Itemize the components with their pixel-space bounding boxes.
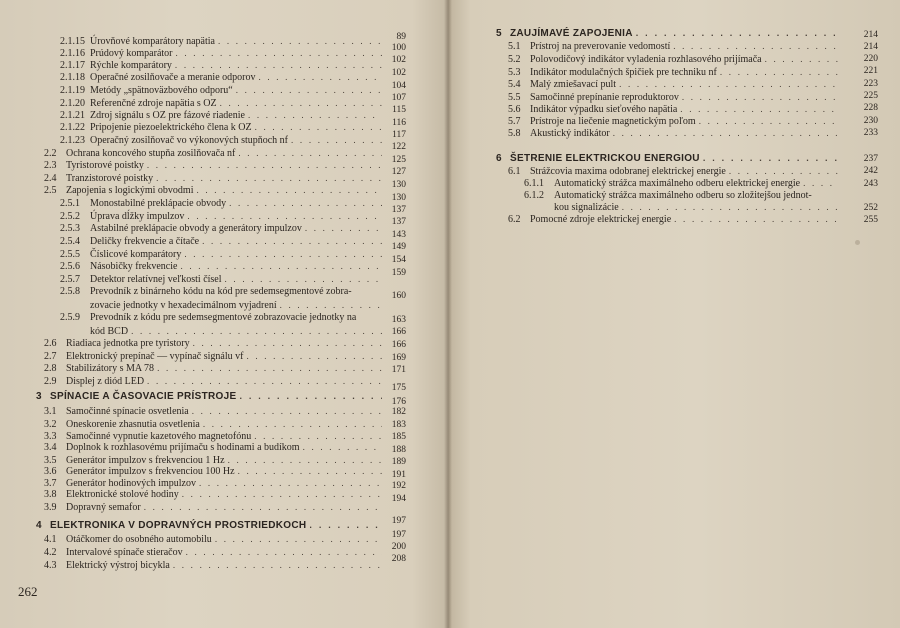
- toc-entry: [44, 488, 385, 500]
- toc-entry-number: 3.7: [44, 478, 57, 489]
- toc-page-number: 183: [391, 420, 406, 430]
- toc-entry-title: Prevodník z binárneho kódu na kód pre sedemsegmentové zobra-: [90, 286, 352, 297]
- toc-leader-dots: [682, 91, 839, 103]
- toc-entry-title: Generátor hodinových impulzov: [66, 478, 196, 489]
- toc-leader-dots: [765, 53, 839, 65]
- toc-entry-title: Riadiaca jednotka pre tyristory: [66, 338, 190, 349]
- toc-entry: [44, 159, 385, 171]
- toc-entry-number: 4.2: [44, 547, 57, 558]
- toc-entry-title: Prúdový komparátor: [90, 48, 173, 59]
- toc-entry: [90, 299, 385, 311]
- toc-leader-dots: [673, 40, 839, 52]
- toc-leader-dots: [699, 115, 839, 127]
- toc-entry: [60, 312, 385, 324]
- toc-entry: [44, 405, 385, 417]
- toc-leader-dots: [196, 184, 382, 196]
- page-number: 262: [18, 584, 38, 599]
- toc-entry-title: Automatický strážca maximálneho odberu elektrickej energie: [554, 178, 801, 189]
- toc-entry-title: Automatický strážca maximálneho odberu so zložitejšou jednot-: [554, 190, 812, 201]
- toc-entry-title: ŠETRENIE ELEKTRICKOU ENERGIOU: [510, 153, 700, 164]
- toc-leader-dots: [729, 165, 839, 177]
- toc-entry-title: Oneskorenie zhasnutia osvetlenia: [66, 419, 200, 430]
- toc-entry: [44, 501, 385, 513]
- toc-entry-number: 2.5.9: [60, 312, 80, 323]
- toc-entry: [508, 127, 842, 139]
- toc-entry-number: 6.1: [508, 166, 521, 177]
- toc-entry-number: 2.1.23: [60, 135, 85, 146]
- toc-entry: [60, 248, 385, 260]
- toc-entry-number: 3.1: [44, 406, 57, 417]
- toc-entry-number: 2.1.16: [60, 48, 85, 59]
- toc-leader-dots: [680, 103, 839, 115]
- toc-page-number: 100: [391, 43, 406, 53]
- toc-entry: [36, 519, 385, 531]
- toc-leader-dots: [147, 375, 382, 387]
- toc-page-number: 143: [391, 230, 406, 240]
- toc-leader-dots: [180, 260, 382, 272]
- toc-entry: [508, 165, 842, 177]
- toc-page-number: 137: [391, 217, 406, 227]
- toc-page-number: 166: [391, 327, 406, 337]
- toc-entry-number: 3.4: [44, 442, 57, 453]
- toc-entry-title: Elektronický prepínač — vypínač signálu vf: [66, 351, 244, 362]
- toc-entry-number: 2.5.2: [60, 211, 80, 222]
- toc-leader-dots: [720, 66, 839, 78]
- toc-entry-title: Úrovňové komparátory napätia: [90, 36, 215, 47]
- toc-entry-title: Pomocné zdroje elektrickej energie: [530, 214, 672, 225]
- toc-leader-dots: [157, 362, 382, 374]
- toc-entry: [44, 184, 385, 196]
- toc-entry-title: Polovodičový indikátor vyladenia rozhlasového prijímača: [530, 54, 762, 65]
- toc-page-number: 255: [863, 215, 878, 225]
- toc-entry-title: zovacie jednotky v hexadecimálnom vyjadrení: [90, 300, 277, 311]
- toc-entry-number: 3.5: [44, 455, 57, 466]
- toc-entry-number: 5.4: [508, 79, 521, 90]
- toc-entry: [60, 121, 385, 133]
- toc-leader-dots: [192, 405, 382, 417]
- toc-page-number: 130: [391, 193, 406, 203]
- toc-leader-dots: [229, 197, 382, 209]
- toc-page-number: 214: [863, 30, 878, 40]
- toc-leader-dots: [255, 121, 382, 133]
- toc-entry: [44, 362, 385, 374]
- toc-entry-number: 6: [496, 153, 502, 164]
- toc-entry: [44, 465, 385, 477]
- toc-entry: [496, 152, 842, 164]
- toc-entry: [60, 47, 385, 59]
- toc-entry-number: 2.2: [44, 148, 57, 159]
- toc-entry-number: 3.2: [44, 419, 57, 430]
- toc-entry-number: 6.1.2: [524, 190, 544, 201]
- toc-entry-number: 2.5.7: [60, 274, 80, 285]
- toc-entry-title: Referenčné zdroje napätia s OZ: [90, 98, 217, 109]
- right-page: [448, 0, 900, 628]
- toc-page-number: 192: [391, 481, 406, 491]
- toc-entry: [60, 84, 385, 96]
- toc-entry: [554, 201, 842, 213]
- toc-entry-title: Dopravný semafor: [66, 502, 141, 513]
- toc-entry-number: 2.5.3: [60, 223, 80, 234]
- toc-entry-number: 4.1: [44, 534, 57, 545]
- toc-page-number: 137: [391, 205, 406, 215]
- toc-entry-number: 6.2: [508, 214, 521, 225]
- toc-entry-title: Doplnok k rozhlasovému prijímaču s hodinami a budíkom: [66, 442, 300, 453]
- toc-entry-title: Generátor impulzov s frekvenciou 1 Hz: [66, 455, 225, 466]
- toc-entry-number: 5.8: [508, 128, 521, 139]
- toc-entry-number: 2.1.22: [60, 122, 85, 133]
- toc-leader-dots: [203, 418, 382, 430]
- toc-entry: [44, 350, 385, 362]
- toc-page-number: 223: [863, 79, 878, 89]
- toc-entry-number: 2.5.6: [60, 261, 80, 272]
- toc-leader-dots: [248, 109, 382, 121]
- toc-page-number: 242: [863, 166, 878, 176]
- toc-entry: [60, 109, 385, 121]
- toc-leader-dots: [305, 222, 382, 234]
- toc-leader-dots: [309, 519, 382, 531]
- toc-leader-dots: [803, 177, 839, 189]
- toc-entry-number: 3.9: [44, 502, 57, 513]
- toc-entry-number: 2.5.1: [60, 198, 80, 209]
- toc-leader-dots: [239, 390, 382, 402]
- toc-entry-number: 3.3: [44, 431, 57, 442]
- toc-page-number: 230: [863, 116, 878, 126]
- toc-leader-dots: [187, 210, 382, 222]
- toc-entry-title: Samočinné prepínanie reproduktorov: [530, 92, 679, 103]
- toc-leader-dots: [225, 273, 382, 285]
- toc-page-number: 102: [391, 68, 406, 78]
- toc-page-number: 252: [863, 203, 878, 213]
- toc-entry-number: 5.6: [508, 104, 521, 115]
- toc-page-number: 159: [391, 268, 406, 278]
- toc-entry-title: Intervalové spínače stieračov: [66, 547, 183, 558]
- toc-entry-title: Monostabilné preklápacie obvody: [90, 198, 227, 209]
- toc-leader-dots: [131, 325, 382, 337]
- toc-entry-title: Násobičky frekvencie: [90, 261, 178, 272]
- toc-entry-number: 2.1.20: [60, 98, 85, 109]
- toc-entry-number: 5.7: [508, 116, 521, 127]
- toc-entry-title: kou signalizácie: [554, 202, 619, 213]
- left-page: [0, 0, 448, 628]
- toc-entry-title: Metódy „spätnoväzbového odporu“: [90, 85, 233, 96]
- toc-entry-title: Indikátor výpadku sieťového napätia: [530, 104, 678, 115]
- toc-entry-number: 3: [36, 391, 42, 402]
- toc-entry-number: 4: [36, 520, 42, 531]
- toc-leader-dots: [220, 97, 382, 109]
- toc-entry-number: 2.5.8: [60, 286, 80, 297]
- toc-entry-title: Strážcovia maxima odobranej elektrickej energie: [530, 166, 726, 177]
- toc-entry: [60, 197, 385, 209]
- toc-leader-dots: [218, 35, 382, 47]
- toc-leader-dots: [280, 299, 382, 311]
- toc-entry-number: 2.9: [44, 376, 57, 387]
- toc-leader-dots: [613, 127, 839, 139]
- toc-entry-number: 2.1.19: [60, 85, 85, 96]
- toc-entry-title: Otáčkomer do osobného automobilu: [66, 534, 212, 545]
- toc-entry-title: Rýchle komparátory: [90, 60, 172, 71]
- toc-entry-title: Displej z diód LED: [66, 376, 145, 387]
- toc-entry-title: Pripojenie piezoelektrického člena k OZ: [90, 122, 252, 133]
- toc-page-number: 166: [391, 340, 406, 350]
- toc-entry-title: Prevodník z kódu pre sedemsegmentové zobrazovacie jednotky na: [90, 312, 357, 323]
- toc-entry-number: 2.3: [44, 160, 57, 171]
- toc-page-number: 189: [391, 457, 406, 467]
- toc-entry-title: Detektor relatívnej veľkosti čísel: [90, 274, 222, 285]
- toc-entry-title: Malý zmiešavací pult: [530, 79, 617, 90]
- toc-page-number: 149: [391, 242, 406, 252]
- toc-entry-title: Samočinné spínacie osvetlenia: [66, 406, 189, 417]
- toc-leader-dots: [202, 235, 382, 247]
- toc-entry-title: Operačné zosilňovače a meranie odporov: [90, 72, 256, 83]
- toc-entry-title: Elektrický výstroj bicykla: [66, 560, 170, 571]
- toc-page-number: 197: [391, 516, 406, 526]
- toc-page-number: 191: [391, 470, 406, 480]
- toc-entry-title: Operačný zosilňovač vo výkonových stupňoch nf: [90, 135, 289, 146]
- toc-entry-number: 3.6: [44, 466, 57, 477]
- toc-entry-number: 5.2: [508, 54, 521, 65]
- toc-entry: [508, 213, 842, 225]
- toc-page-number: 176: [391, 397, 406, 407]
- toc-entry-title: Ochrana koncového stupňa zosilňovača nf: [66, 148, 236, 159]
- toc-entry: [524, 177, 842, 189]
- toc-entry-number: 2.8: [44, 363, 57, 374]
- toc-page-number: 104: [391, 81, 406, 91]
- toc-entry-title: Prístroj na preverovanie vedomostí: [530, 41, 671, 52]
- toc-page-number: 127: [391, 167, 406, 177]
- toc-leader-dots: [173, 559, 382, 571]
- toc-entry: [60, 273, 385, 285]
- toc-leader-dots: [674, 213, 839, 225]
- toc-entry: [508, 66, 842, 78]
- toc-leader-dots: [236, 84, 382, 96]
- toc-entry-title: Generátor impulzov s frekvenciou 100 Hz: [66, 466, 235, 477]
- toc-entry-title: Deličky frekvencie a čítače: [90, 236, 200, 247]
- toc-leader-dots: [636, 27, 839, 39]
- toc-entry: [44, 337, 385, 349]
- toc-entry: [508, 115, 842, 127]
- toc-page-number: 194: [391, 494, 406, 504]
- toc-leader-dots: [238, 147, 382, 159]
- toc-entry-number: 2.1.18: [60, 72, 85, 83]
- paper-spot: [855, 240, 860, 245]
- toc-entry: [44, 441, 385, 453]
- toc-leader-dots: [619, 78, 839, 90]
- toc-leader-dots: [303, 441, 382, 453]
- toc-page-number: 214: [863, 42, 878, 52]
- toc-entry-number: 2.1.21: [60, 110, 85, 121]
- toc-entry-title: Prístroje na liečenie magnetickým poľom: [530, 116, 696, 127]
- toc-entry: [60, 71, 385, 83]
- toc-entry-title: Elektronické stolové hodiny: [66, 489, 179, 500]
- toc-entry-number: 2.1.15: [60, 36, 85, 47]
- toc-entry-title: SPÍNACIE A ČASOVACIE PRÍSTROJE: [50, 391, 237, 402]
- toc-entry: [60, 260, 385, 272]
- toc-page-number: 175: [391, 383, 406, 393]
- toc-entry: [508, 91, 842, 103]
- toc-entry-number: 2.5.5: [60, 249, 80, 260]
- toc-page-number: 163: [391, 315, 406, 325]
- toc-page-number: 185: [391, 432, 406, 442]
- toc-entry-number: 5.1: [508, 41, 521, 52]
- toc-leader-dots: [215, 533, 382, 545]
- toc-page-number: 125: [391, 155, 406, 165]
- toc-entry-title: Úprava dĺžky impulzov: [90, 211, 185, 222]
- toc-entry-number: 2.6: [44, 338, 57, 349]
- toc-page-number: 221: [863, 66, 878, 76]
- toc-page-number: 200: [391, 542, 406, 552]
- toc-leader-dots: [186, 546, 382, 558]
- toc-leader-dots: [147, 159, 382, 171]
- toc-page-number: 237: [863, 154, 878, 164]
- toc-entry: [36, 390, 385, 402]
- toc-entry: [60, 222, 385, 234]
- toc-entry-number: 4.3: [44, 560, 57, 571]
- toc-leader-dots: [238, 465, 382, 477]
- toc-page-number: 208: [391, 554, 406, 564]
- toc-entry-title: Samočinné vypnutie kazetového magnetofónu: [66, 431, 252, 442]
- toc-page-number: 89: [396, 32, 406, 42]
- toc-entry: [60, 134, 385, 146]
- toc-page-number: 122: [391, 142, 406, 152]
- toc-entry-title: Tyristorové poistky: [66, 160, 144, 171]
- toc-entry-number: 2.1.17: [60, 60, 85, 71]
- toc-entry: [60, 97, 385, 109]
- toc-entry: [44, 172, 385, 184]
- toc-entry-number: 2.5: [44, 185, 57, 196]
- toc-entry-number: 2.4: [44, 173, 57, 184]
- toc-entry-title: Zdroj signálu s OZ pre fázové riadenie: [90, 110, 245, 121]
- toc-page-number: 107: [391, 93, 406, 103]
- toc-page-number: 197: [391, 530, 406, 540]
- toc-entry: [90, 325, 385, 337]
- toc-leader-dots: [175, 59, 382, 71]
- toc-entry: [60, 235, 385, 247]
- toc-entry: [508, 78, 842, 90]
- toc-page-number: 160: [391, 291, 406, 301]
- toc-leader-dots: [291, 134, 382, 146]
- toc-entry: [44, 418, 385, 430]
- toc-entry-title: kód BCD: [90, 326, 129, 337]
- toc-page-number: 171: [391, 365, 406, 375]
- toc-entry-title: ELEKTRONIKA V DOPRAVNÝCH PROSTRIEDKOCH: [50, 520, 307, 531]
- toc-entry: [60, 59, 385, 71]
- toc-page-number: 115: [392, 105, 406, 115]
- toc-page-number: 169: [391, 353, 406, 363]
- toc-entry-number: 5.5: [508, 92, 521, 103]
- toc-entry: [60, 210, 385, 222]
- toc-page-number: 228: [863, 103, 878, 113]
- toc-entry: [44, 533, 385, 545]
- toc-entry: [508, 40, 842, 52]
- toc-entry-number: 2.5.4: [60, 236, 80, 247]
- toc-entry-title: Zapojenia s logickými obvodmi: [66, 185, 194, 196]
- toc-entry-title: ZAUJÍMAVÉ ZAPOJENIA: [510, 28, 633, 39]
- toc-leader-dots: [156, 172, 382, 184]
- toc-page-number: 154: [391, 255, 406, 265]
- toc-page-number: 102: [391, 55, 406, 65]
- book-gutter: [444, 0, 452, 628]
- toc-entry: [508, 103, 842, 115]
- toc-entry: [44, 147, 385, 159]
- toc-entry: [60, 35, 385, 47]
- toc-leader-dots: [258, 71, 382, 83]
- toc-entry: [508, 53, 842, 65]
- toc-leader-dots: [176, 47, 383, 59]
- toc-leader-dots: [193, 337, 382, 349]
- toc-entry: [44, 559, 385, 571]
- toc-page-number: 116: [392, 118, 406, 128]
- toc-entry: [60, 286, 385, 298]
- toc-entry: [496, 27, 842, 39]
- toc-leader-dots: [144, 501, 382, 513]
- toc-entry-title: Stabilizátory s MA 78: [66, 363, 155, 374]
- toc-entry-number: 5: [496, 28, 502, 39]
- toc-entry: [44, 375, 385, 387]
- toc-leader-dots: [184, 248, 382, 260]
- toc-page-number: 117: [392, 130, 406, 140]
- toc-page-number: 233: [863, 128, 878, 138]
- toc-page-number: 220: [863, 54, 878, 64]
- toc-page-number: 225: [863, 91, 878, 101]
- toc-leader-dots: [246, 350, 382, 362]
- toc-page-number: 130: [391, 180, 406, 190]
- toc-entry-title: Indikátor modulačných špičiek pre techniku nf: [530, 67, 717, 78]
- toc-page-number: 182: [391, 407, 406, 417]
- toc-entry-number: 3.8: [44, 489, 57, 500]
- toc-entry-number: 6.1.1: [524, 178, 544, 189]
- toc-entry-title: Číslicové komparátory: [90, 249, 182, 260]
- toc-entry: [44, 546, 385, 558]
- toc-entry-number: 5.3: [508, 67, 521, 78]
- toc-leader-dots: [182, 488, 382, 500]
- toc-leader-dots: [622, 201, 839, 213]
- toc-entry-title: Tranzistorové poistky: [66, 173, 154, 184]
- toc-page-number: 188: [391, 445, 406, 455]
- toc-leader-dots: [703, 152, 839, 164]
- toc-entry-title: Akustický indikátor: [530, 128, 610, 139]
- toc-entry-number: 2.7: [44, 351, 57, 362]
- toc-entry-title: Astabilné preklápacie obvody a generátory impulzov: [90, 223, 302, 234]
- toc-page-number: 243: [863, 179, 878, 189]
